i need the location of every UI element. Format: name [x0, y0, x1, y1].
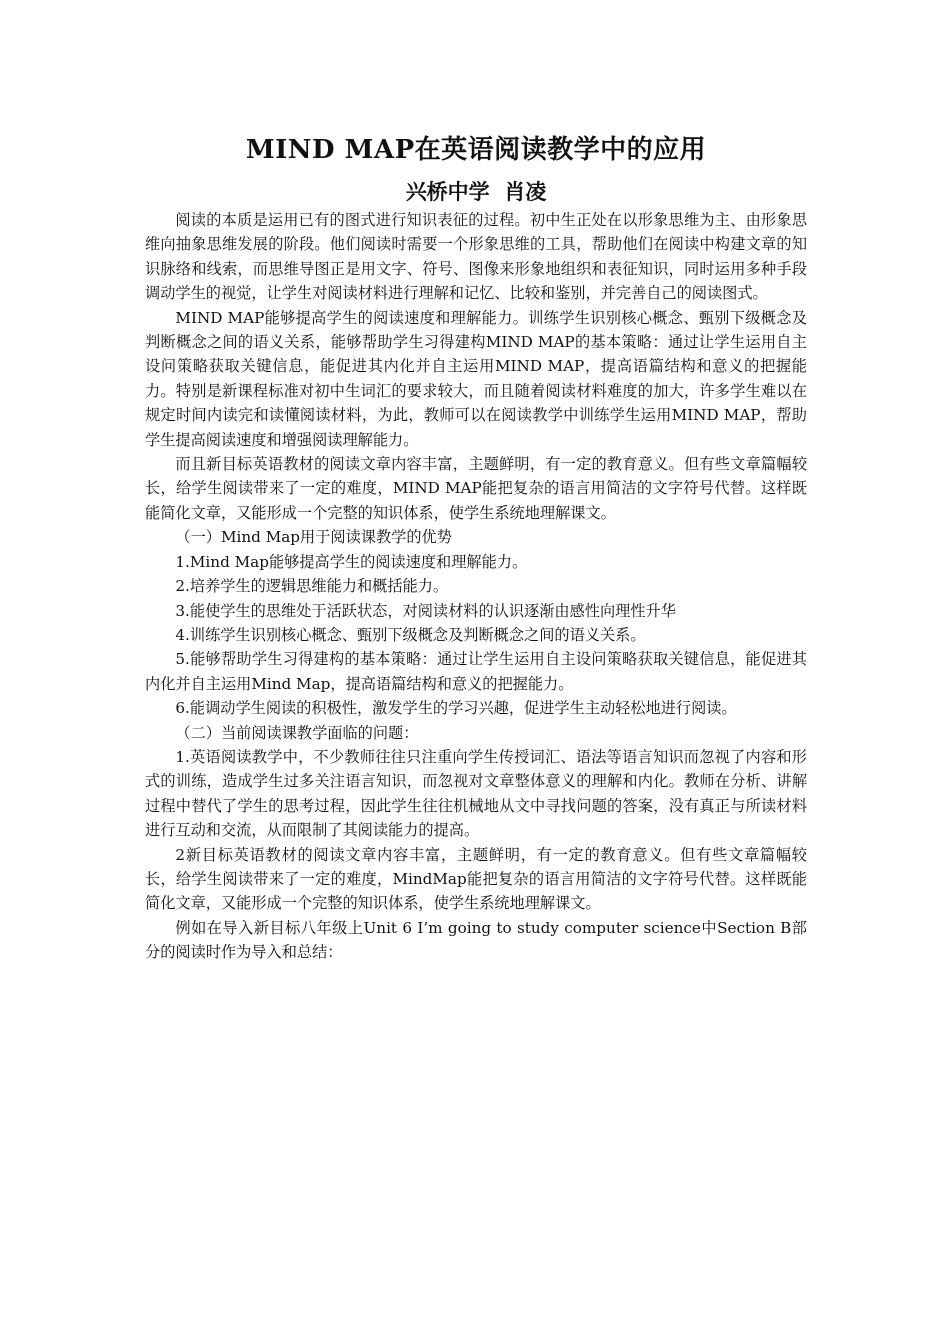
paragraph-textbook: 而且新目标英语教材的阅读文章内容丰富，主题鲜明，有一定的教育意义。但有些文章篇幅较长，给学生阅读带来了一定的难度，MIND MAP能把复杂的语言用简洁的文字符号代替。这样既能简化文章，又能形成一个完整的知识体系，使学生系统地理解课文。	[145, 455, 807, 522]
document-author: 兴桥中学 肖凌	[405, 179, 547, 204]
list-item-advantage-2: 2.培养学生的逻辑思维能力和概括能力。	[175, 577, 449, 596]
list-item-advantage-6: 6.能调动学生阅读的积极性，激发学生的学习兴趣，促进学生主动轻松地进行阅读。	[175, 699, 737, 718]
list-item-problem-1: 1.英语阅读教学中，不少教师往往只注重向学生传授词汇、语法等语言知识而忽视了内容和形式的训练，造成学生过多关注语言知识，而忽视对文章整体意义的理解和内化。教师在分析、讲解过程中替代了学生的思考过程，因此学生往往机械地从文中寻找问题的答案，没有真正与所读材料进行互动和交流，从而限制了其阅读能力的提高。	[145, 747, 807, 840]
paragraph-intro: 阅读的本质是运用已有的图式进行知识表征的过程。初中生正处在以形象思维为主、由形象思维向抽象思维发展的阶段。他们阅读时需要一个形象思维的工具，帮助他们在阅读中构建文章的知识脉络和线索，而思维导图正是用文字、符号、图像来形象地组织和表征知识，同时运用多种手段调动学生的视觉，让学生对阅读材料进行理解和记忆、比较和鉴别，并完善自己的阅读图式。	[145, 211, 807, 303]
section-heading-problems: （二）当前阅读课教学面临的问题：	[175, 723, 419, 742]
document-body	[145, 128, 807, 965]
list-item-advantage-5: 5.能够帮助学生习得建构的基本策略：通过让学生运用自主设问策略获取关键信息，能促进其内化并自主运用Mind Map，提高语篇结构和意义的把握能力。	[145, 650, 807, 693]
paragraph-mindmap-speed: MIND MAP能够提高学生的阅读速度和理解能力。训练学生识别核心概念、甄别下级概念及判断概念之间的语义关系，能够帮助学生习得建构MIND MAP的基本策略：通过让学生运用自主设问策略获取关键信息，能促进其内化并自主运用MIND MAP，提高语篇结构和意义的把握能力。特别是新课程标准对初中生词汇的要求较大，而且随着阅读材料难度的加大，许多学生难以在规定时间内读完和读懂阅读材料，为此，教师可以在阅读教学中训练学生运用MIND MAP，帮助学生提高阅读速度和增强阅读理解能力。	[145, 308, 807, 449]
list-item-problem-2: 2新目标英语教材的阅读文章内容丰富，主题鲜明，有一定的教育意义。但有些文章篇幅较长，给学生阅读带来了一定的难度，MindMap能把复杂的语言用简洁的文字符号代替。这样既能简化文章，又能形成一个完整的知识体系，使学生系统地理解课文。	[145, 845, 807, 913]
list-item-advantage-1: 1.Mind Map能够提高学生的阅读速度和理解能力。	[175, 552, 528, 571]
list-item-advantage-4: 4.训练学生识别核心概念、甄别下级概念及判断概念之间的语义关系。	[175, 625, 646, 644]
section-heading-advantages: （一）Mind Map用于阅读课教学的优势	[175, 528, 452, 547]
list-item-advantage-3: 3.能使学生的思维处于活跃状态，对阅读材料的认识逐渐由感性向理性升华	[175, 601, 676, 620]
paragraph-example: 例如在导入新目标八年级上Unit 6 I’m going to study computer science中Section B部分的阅读时作为导入和总结：	[145, 918, 807, 962]
document-title: MIND MAP在英语阅读教学中的应用	[245, 135, 707, 165]
